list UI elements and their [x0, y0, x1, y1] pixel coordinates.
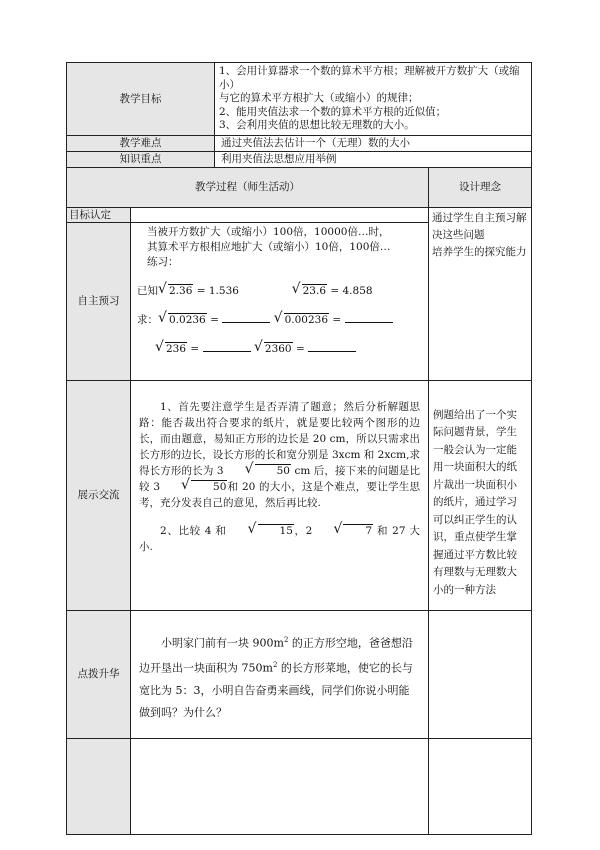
empty-concept — [429, 738, 532, 834]
lift-label: 点拨升华 — [67, 610, 131, 738]
objective-line: 2、能用夹值法求一个数的算术平方根的近似值； — [219, 105, 447, 118]
ask-prefix: 求： — [137, 313, 158, 326]
target-label: 目标认定 — [67, 207, 131, 222]
concept-header: 设计理念 — [429, 167, 532, 207]
radicand: 236 — [166, 342, 187, 355]
ask-row-2 — [137, 341, 422, 356]
radicand: 23.6 — [302, 284, 327, 297]
show-paragraph-2: 2、比较 4 和√ 15，2√ 7 和 27 大小. — [139, 523, 420, 555]
equals: = — [190, 342, 200, 355]
sqrt-symbol — [159, 284, 193, 298]
answer-blank[interactable] — [203, 341, 251, 352]
lift-concept — [429, 610, 532, 738]
radicand: 2360 — [264, 342, 292, 355]
known-prefix: 已知 — [137, 284, 158, 297]
show-row — [67, 380, 532, 610]
sqrt-symbol — [293, 284, 327, 298]
radicand: 2.36 — [169, 284, 193, 297]
sqrt-symbol — [275, 313, 329, 327]
sqrt-symbol: √ 7 — [313, 523, 373, 539]
equals: = — [210, 313, 219, 326]
objective-content — [215, 63, 532, 136]
process-header: 教学过程（师生活动） — [67, 167, 429, 207]
value: = 4.858 — [330, 284, 373, 297]
objective-line: 3、会利用夹值的思想比较无理数的大小。 — [219, 119, 415, 131]
sqrt-symbol: √ 50 — [225, 463, 291, 479]
difficulty-label: 教学难点 — [67, 135, 215, 151]
keypoint-row — [67, 151, 532, 167]
sqrt-symbol: √ 50 — [161, 479, 227, 495]
lesson-plan-page — [66, 62, 531, 835]
ask-row-1 — [137, 312, 422, 327]
keypoint-text: 利用夹值法思想应用举例 — [215, 151, 532, 167]
lift-problem-text: 小明家门前有一块 $900m^2$ 的正方形空地，爸爸想沿边开垦出一块面积为 $750m^2$ 的长方形菜地，使它的长与宽比为 5：3，小明自告奋勇来画线，同学们你说小明能做到吗？为什么？ — [139, 635, 413, 719]
sqrt-symbol: √ 15 — [228, 523, 294, 539]
equals: = — [332, 313, 342, 326]
preview-concept-text: 培养学生的探究能力 — [432, 245, 527, 258]
objective-line: 与它的算术平方根扩大（或缩小）的规律； — [219, 92, 419, 104]
objective-row — [67, 63, 532, 136]
answer-blank[interactable] — [222, 312, 270, 323]
show-concept: 例题给出了一个实际问题背景，学生一般会认为一定能用一块面积大的纸片裁出一块面积小的纸片，通过学习可以纠正学生的认识，重点使学生掌握通过平方数比较有理数与无理数大小的一种方法 — [429, 380, 532, 610]
empty-content — [131, 738, 429, 834]
lesson-plan-table — [66, 62, 532, 835]
difficulty-text: 通过夹值法去估计一个（无理）数的大小 — [215, 135, 532, 151]
keypoint-label: 知识重点 — [67, 151, 215, 167]
target-row — [67, 207, 532, 222]
difficulty-row — [67, 135, 532, 151]
answer-blank[interactable] — [308, 341, 356, 352]
sqrt-symbol — [159, 313, 207, 327]
lift-row — [67, 610, 532, 738]
show-paragraph-1: 1、首先要注意学生是否弄清了题意；然后分析解题思路：能否裁出符合要求的纸片，就是要比较两个图形的边长，而由题意，易知正方形的边长是 20 cm，所以只需求出长方形的边长，设长方形的长和宽分别是 3xcm 和 2xcm,求得长方形的长为 3√ 50 cm 后，接下来的问题是比较 3√ 50和 20 的大小，这是个难点，要让学生思考，充分发表自己的意见，然后再比较. — [139, 399, 420, 511]
preview-line: 其算术平方根相应地扩大（或缩小）10倍，100倍… — [147, 240, 391, 253]
radicand: 0.00236 — [284, 313, 329, 326]
preview-content — [131, 222, 429, 380]
value: = 1.536 — [196, 284, 239, 297]
show-content — [131, 380, 429, 610]
preview-label: 自主预习 — [67, 222, 131, 380]
objective-line: 1、会用计算器求一个数的算术平方根；理解被开方数扩大（或缩小） — [219, 65, 520, 91]
preview-concept — [429, 207, 532, 380]
objective-label: 教学目标 — [67, 63, 215, 136]
empty-row — [67, 738, 532, 834]
target-concept-text: 通过学生自主预习解决这些问题 — [432, 211, 527, 241]
practice-label: 练习： — [147, 255, 179, 268]
target-content — [131, 207, 429, 222]
equals: = — [295, 342, 305, 355]
empty-label — [67, 738, 131, 834]
preview-line: 当被开方数扩大（或缩小）100倍，10000倍…时， — [147, 225, 390, 238]
sqrt-symbol — [255, 342, 293, 356]
radicand: 0.0236 — [169, 313, 206, 326]
answer-blank[interactable] — [345, 312, 393, 323]
header-row — [67, 167, 532, 207]
known-values — [137, 284, 422, 298]
lift-content — [131, 610, 429, 738]
sqrt-symbol — [156, 342, 187, 356]
show-label: 展示交流 — [67, 380, 131, 610]
